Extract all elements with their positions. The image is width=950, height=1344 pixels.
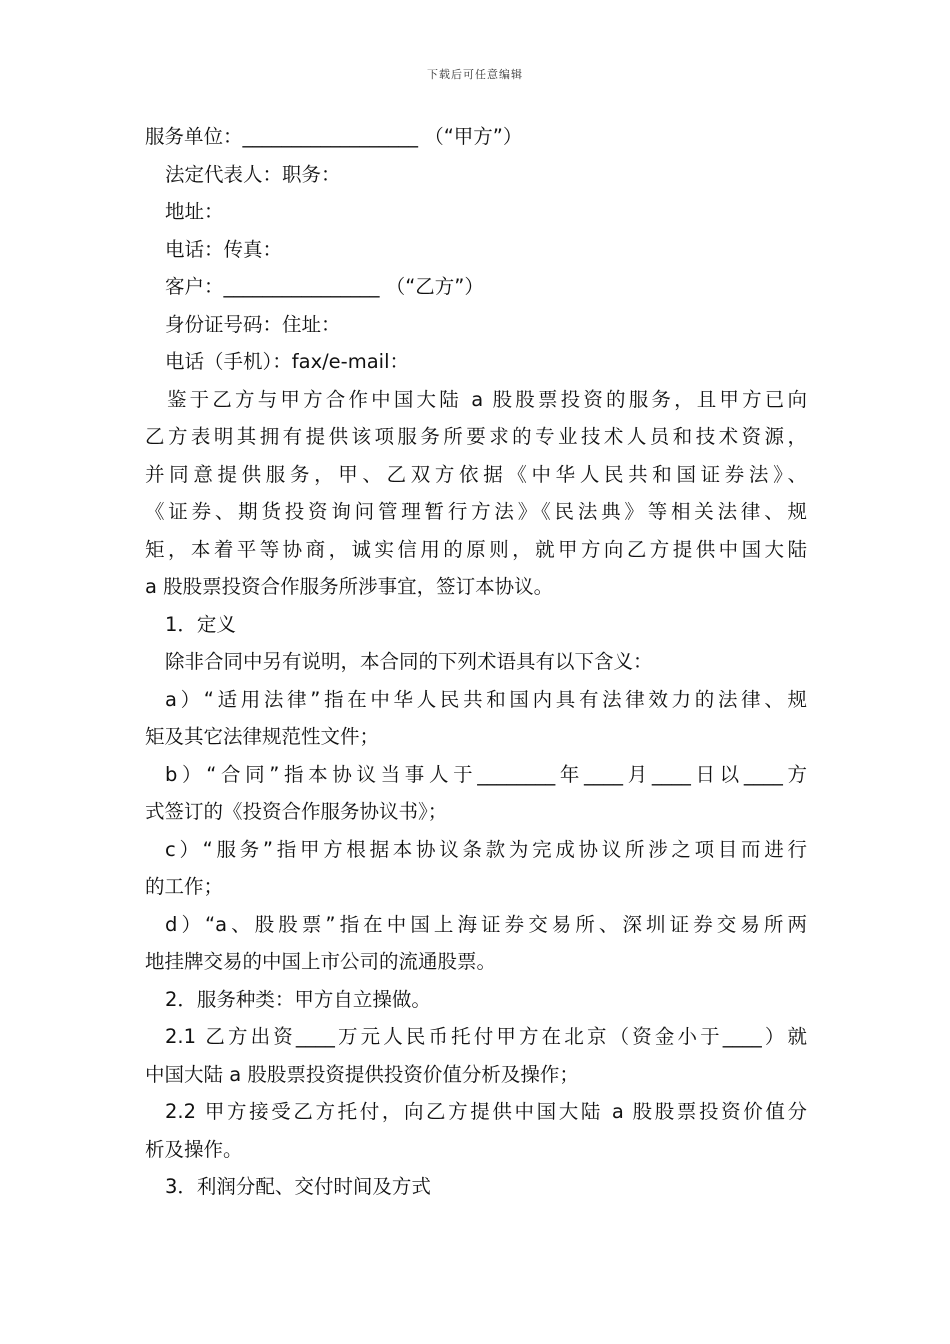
definition-item: 矩及其它法律规范性文件； xyxy=(145,725,380,748)
definition-item: c）“服务”指甲方根据本协议条款为完成协议所涉之项目而进行 xyxy=(165,837,807,861)
phone-email-line: 电话（手机）：fax/e-mail： xyxy=(165,350,409,373)
document-body xyxy=(145,118,807,1206)
preamble-line: a 股股票投资合作服务所涉事宜，签订本协议。 xyxy=(145,575,554,598)
legal-rep-line: 法定代表人：职务： xyxy=(165,162,341,186)
section-heading: 3．利润分配、交付时间及方式 xyxy=(165,1175,431,1198)
definitions-intro: 除非合同中另有说明，本合同的下列术语具有以下含义： xyxy=(165,650,653,673)
id-address-line: 身份证号码：住址： xyxy=(165,312,341,336)
client-line: 客户：________________ （“乙方”） xyxy=(165,275,484,298)
preamble-line: 乙方表明其拥有提供该项服务所要求的专业技术人员和技术资源， xyxy=(145,425,807,448)
preamble-line: 《证券、期货投资询问管理暂行方法》《民法典》等相关法律、规 xyxy=(145,500,807,523)
section-heading: 2．服务种类：甲方自立操做。 xyxy=(165,987,431,1011)
clause-line: 中国大陆 a 股股票投资提供投资价值分析及操作； xyxy=(145,1062,579,1086)
definition-item: a）“适用法律”指在中华人民共和国内具有法律效力的法律、规 xyxy=(165,687,807,711)
section-heading: 1．定义 xyxy=(165,612,236,636)
service-unit-line: 服务单位：__________________ （“甲方”） xyxy=(145,125,523,148)
definition-item: d）“a、股股票”指在中国上海证券交易所、深圳证券交易所两 xyxy=(165,912,807,936)
address-line: 地址： xyxy=(165,200,224,223)
clause-line: 2.1 乙方出资____万元人民币托付甲方在北京（资金小于____）就 xyxy=(165,1025,807,1048)
preamble-line: 鉴于乙方与甲方合作中国大陆 a 股股票投资的服务，且甲方已向 xyxy=(167,387,807,411)
definition-item: 的工作； xyxy=(145,875,224,898)
clause-line: 2.2 甲方接受乙方托付，向乙方提供中国大陆 a 股股票投资价值分 xyxy=(165,1100,807,1123)
preamble-line: 矩，本着平等协商，诚实信用的原则，就甲方向乙方提供中国大陆 xyxy=(145,537,807,561)
page-header: 下载后可任意编辑 xyxy=(427,68,523,81)
clause-line: 析及操作。 xyxy=(145,1137,243,1161)
definition-item: 式签订的《投资合作服务协议书》； xyxy=(145,800,448,823)
phone-fax-line: 电话：传真： xyxy=(165,237,283,261)
definition-item: b）“合同”指本协议当事人于________年____月____日以____方 xyxy=(165,762,807,786)
definition-item: 地挂牌交易的中国上市公司的流通股票。 xyxy=(145,950,497,973)
preamble-line: 并同意提供服务，甲、乙双方依据《中华人民共和国证券法》、 xyxy=(145,462,807,486)
